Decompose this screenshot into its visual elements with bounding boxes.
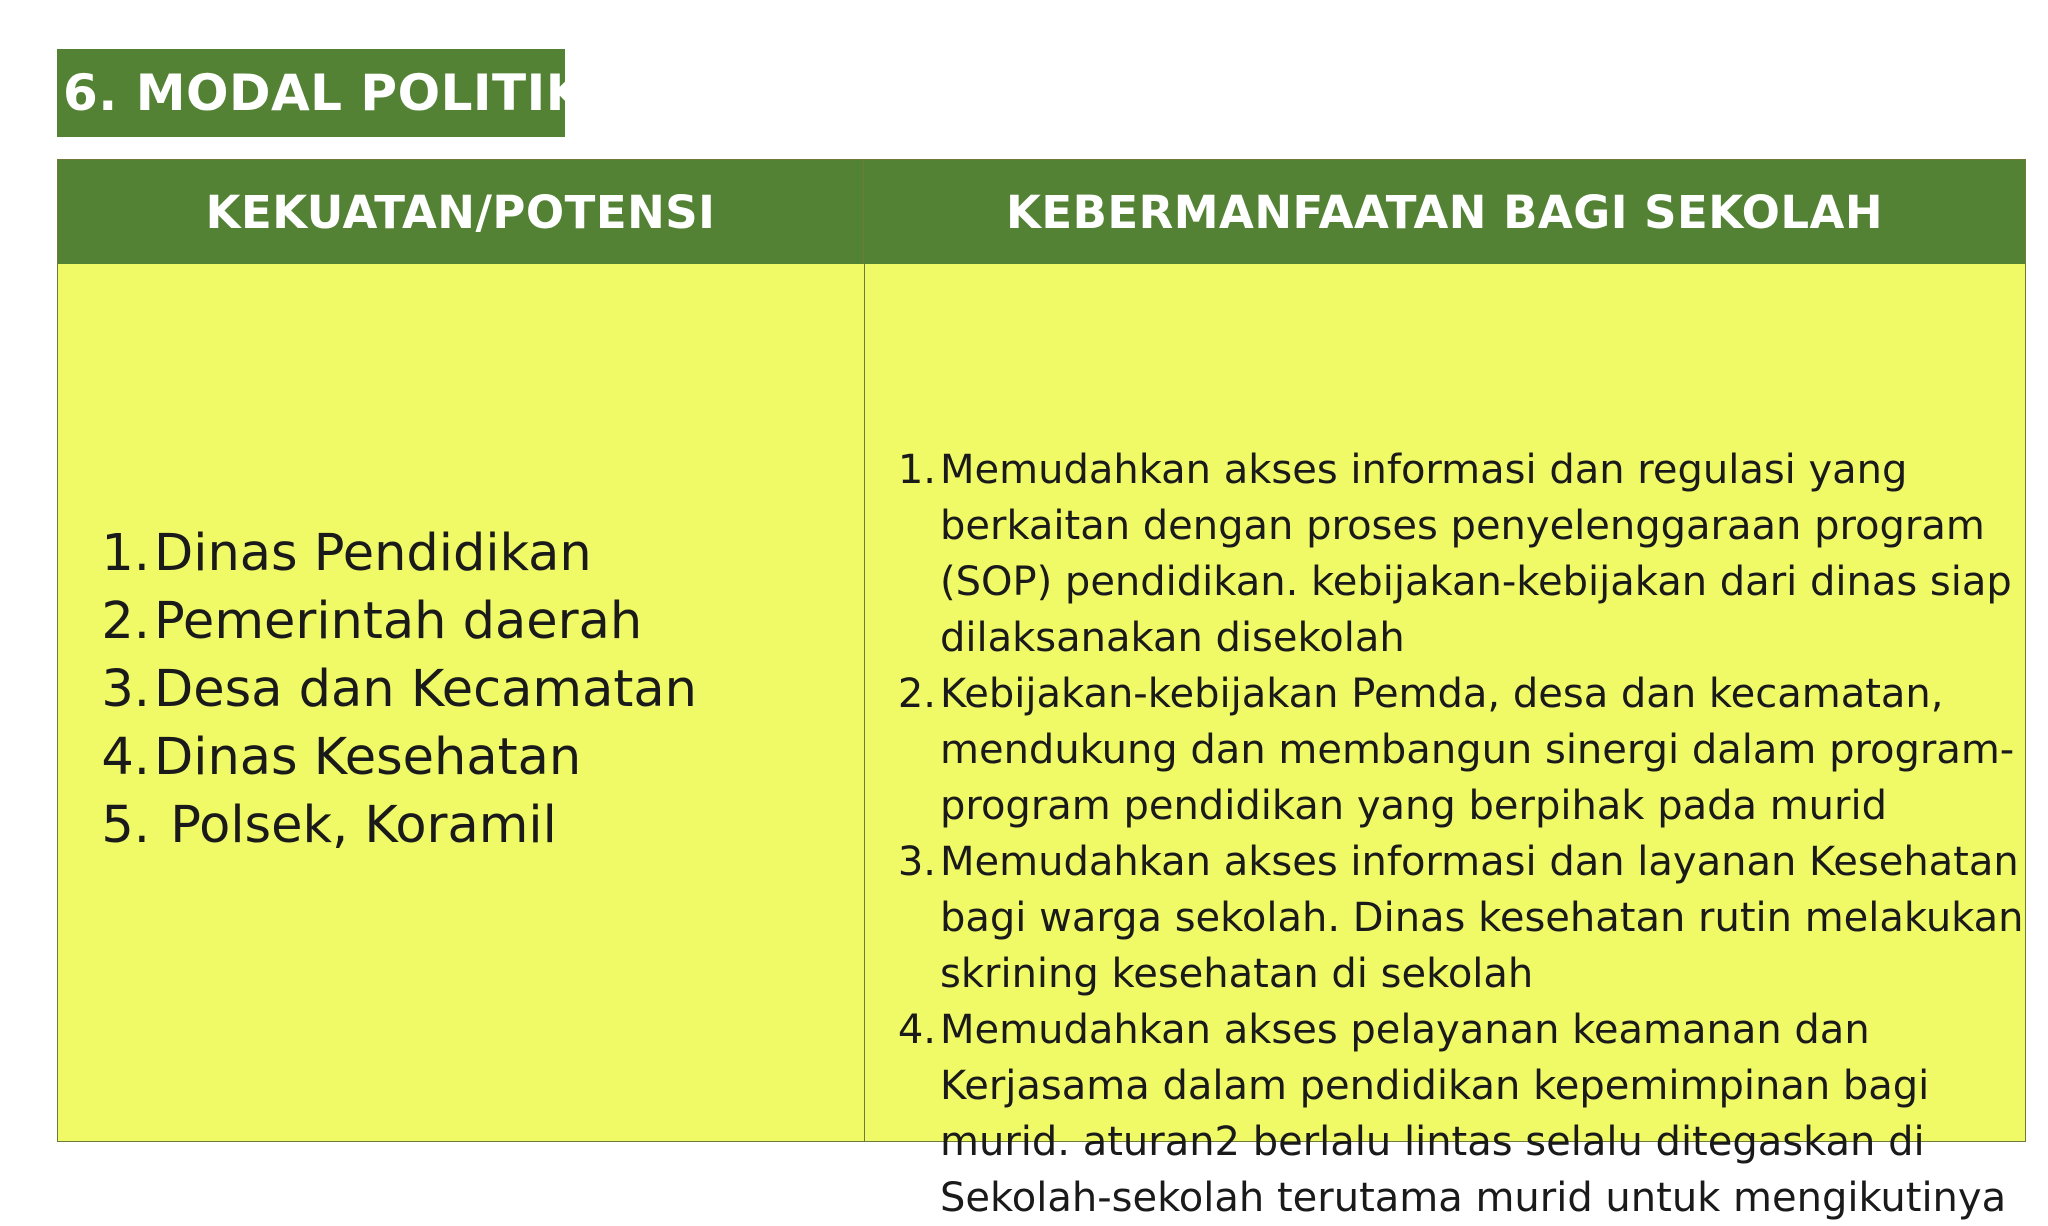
item-text: Kebijakan-kebijakan Pemda, desa dan kecamatan, mendukung dan membangun sinergi dalam program-program pendidikan yang berpihak pada murid — [940, 671, 2015, 829]
item-text: Desa dan Kecamatan — [154, 660, 697, 719]
item-number: 4. — [101, 728, 150, 787]
item-number: 4. — [897, 1007, 936, 1053]
item-text: Memudahkan akses pelayanan keamanan dan Kerjasama dalam pendidikan kepemimpinan bagi murid. aturan2 berlalu lintas selalu ditegaskan di Sekolah-sekolah terutama murid untuk mengikutinya — [940, 1007, 2007, 1221]
header-kekuatan: KEKUATAN/POTENSI — [58, 160, 864, 264]
column-divider — [864, 264, 865, 1141]
list-item — [896, 834, 2026, 1002]
table-header — [58, 160, 2025, 264]
item-number: 3. — [101, 660, 150, 719]
header-kebermanfaatan: KEBERMANFAATAN BAGI SEKOLAH — [1005, 185, 1884, 239]
item-text: Dinas Pendidikan — [154, 524, 592, 583]
list-item — [896, 666, 2026, 834]
item-text: Dinas Kesehatan — [154, 728, 582, 787]
item-text: Memudahkan akses informasi dan layanan Kesehatan bagi warga sekolah. Dinas kesehatan rutin melakukan skrining kesehatan di sekolah — [940, 839, 2024, 997]
item-text: Pemerintah daerah — [154, 592, 643, 651]
kebermanfaatan-list — [896, 442, 2026, 1226]
politik-table — [57, 159, 2026, 1221]
list-item — [896, 442, 2026, 666]
item-number: 2. — [897, 671, 936, 717]
item-text: Memudahkan akses informasi dan regulasi yang berkaitan dengan proses penyelenggaraan program (SOP) pendidikan. kebijakan-kebijakan dari dinas siap dilaksanakan disekolah — [940, 447, 2012, 661]
list-item — [100, 520, 697, 588]
list-item — [100, 724, 697, 792]
item-text: Polsek, Koramil — [154, 796, 557, 855]
kekuatan-list — [100, 520, 697, 860]
item-number: 1. — [101, 524, 150, 583]
list-item — [100, 588, 697, 656]
item-number: 3. — [897, 839, 936, 885]
list-item — [100, 656, 697, 724]
item-number: 5. — [101, 796, 150, 855]
list-item — [100, 792, 697, 860]
item-number: 1. — [897, 447, 936, 493]
item-number: 2. — [101, 592, 150, 651]
slide-title: 6. MODAL POLITIK — [57, 49, 565, 137]
list-item — [896, 1002, 2026, 1226]
